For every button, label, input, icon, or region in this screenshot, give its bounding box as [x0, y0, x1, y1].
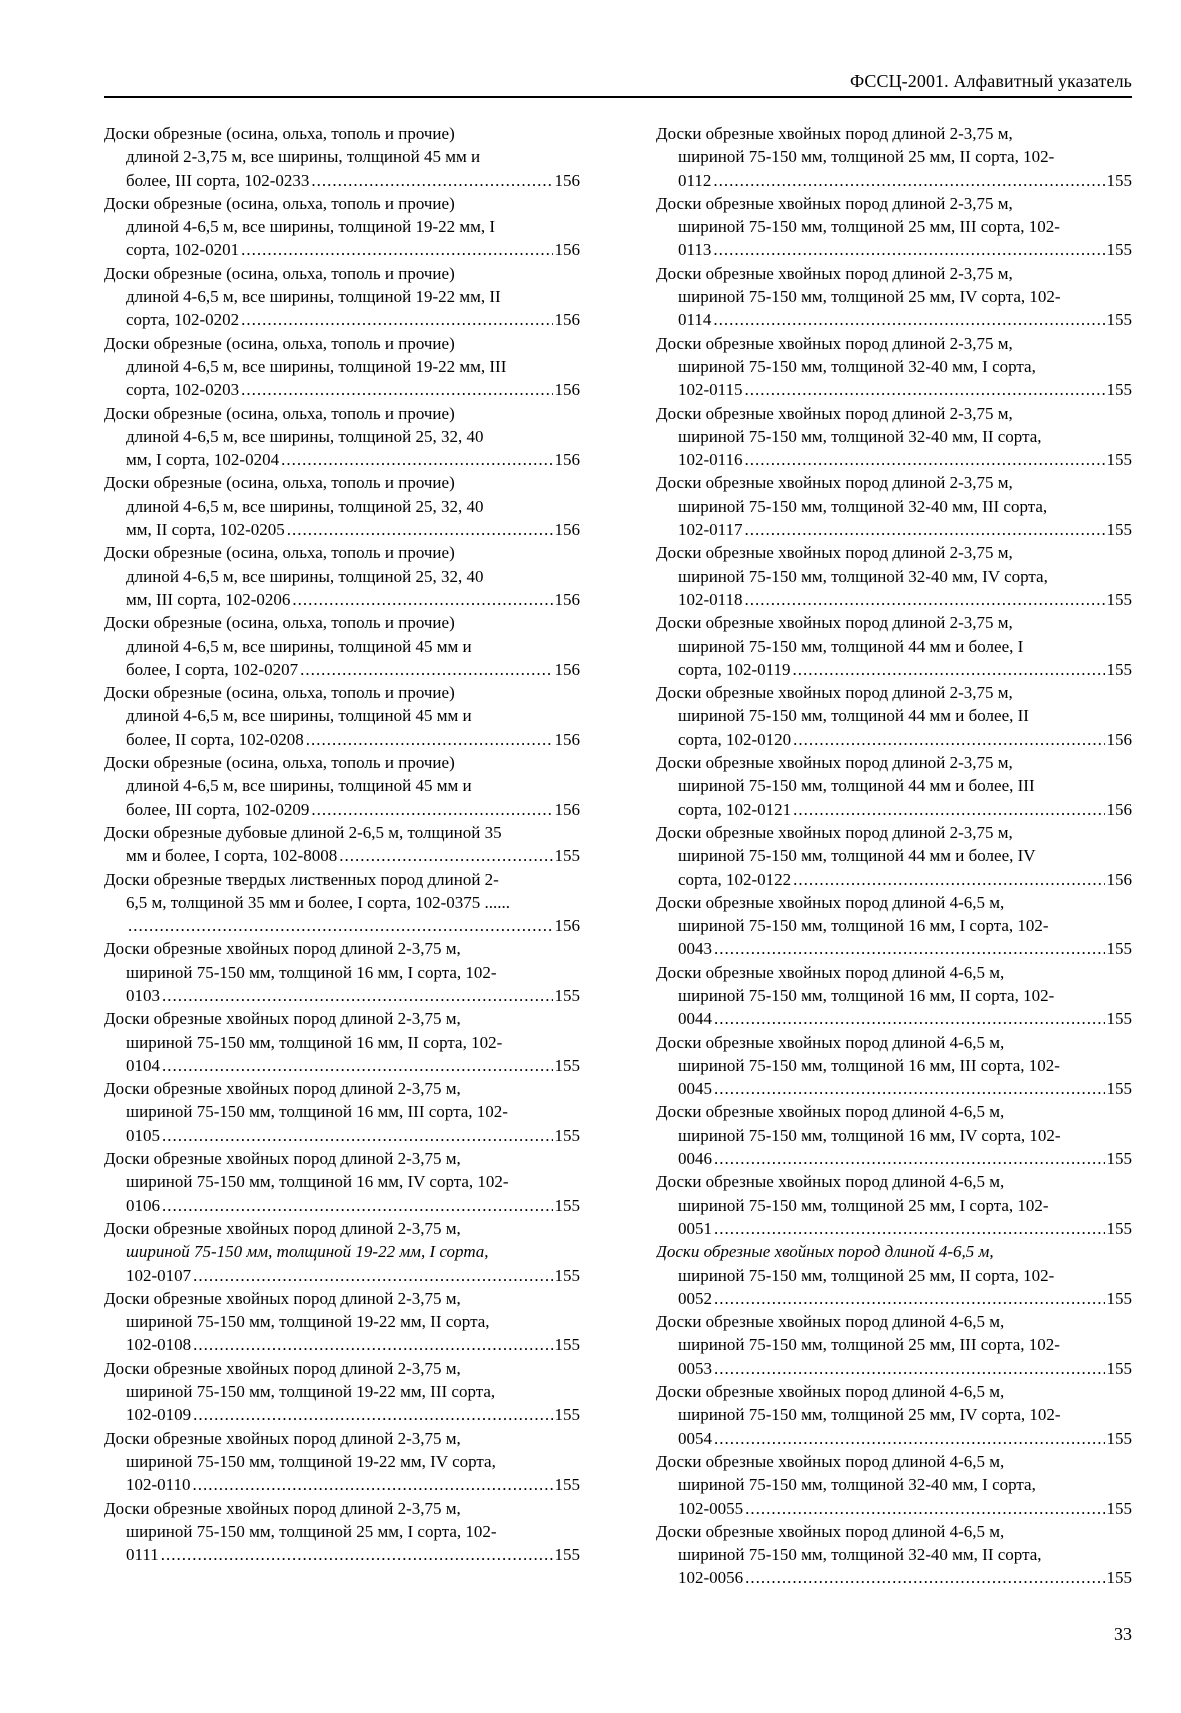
entry-text-line: шириной 75-150 мм, толщиной 25 мм, IV сорта, 102-	[678, 287, 1061, 307]
index-entry	[656, 541, 1132, 611]
entry-final-line	[656, 1077, 1132, 1100]
entry-text-line: шириной 75-150 мм, толщиной 44 мм и более, III	[678, 776, 1035, 796]
index-entry	[656, 1520, 1132, 1590]
entry-text-line: Доски обрезные (осина, ольха, тополь и прочие)	[104, 263, 455, 283]
index-entry	[656, 1450, 1132, 1520]
entry-text-line: шириной 75-150 мм, толщиной 25 мм, III сорта, 102-	[678, 1335, 1060, 1355]
entry-text-line: длиной 2-3,75 м, все ширины, толщиной 45 мм и	[126, 147, 481, 167]
dot-leader	[745, 518, 1105, 541]
entry-code: 0112	[678, 170, 712, 190]
dot-leader	[287, 518, 553, 541]
index-entry	[656, 192, 1132, 262]
entry-page-ref: 155	[1106, 520, 1132, 540]
entry-final-line	[104, 844, 580, 867]
entry-page-ref: 156	[1106, 799, 1132, 819]
entry-code: 102-0110	[126, 1475, 191, 1495]
entry-text-line: Доски обрезные (осина, ольха, тополь и прочие)	[104, 753, 455, 773]
entry-final-line	[656, 1427, 1132, 1450]
entry-code: 0045	[678, 1079, 712, 1099]
entry-page-ref: 155	[554, 1195, 580, 1215]
entry-code: 0103	[126, 985, 160, 1005]
entry-text-line: шириной 75-150 мм, толщиной 32-40 мм, IV сорта,	[678, 566, 1048, 586]
entry-code: мм, I сорта, 102-0204	[126, 450, 280, 470]
entry-text-line: Доски обрезные хвойных пород длиной 4-6,5 м,	[656, 892, 1005, 912]
entry-text-line: шириной 75-150 мм, толщиной 16 мм, II сорта, 102-	[126, 1032, 503, 1052]
dot-leader	[241, 238, 552, 261]
dot-leader	[745, 588, 1105, 611]
entry-text-line: шириной 75-150 мм, толщиной 16 мм, IV сорта, 102-	[678, 1125, 1061, 1145]
dot-leader	[714, 1147, 1105, 1170]
entry-page-ref: 156	[554, 799, 580, 819]
entry-final-line	[656, 308, 1132, 331]
entry-page-ref: 155	[1106, 1498, 1132, 1518]
entry-text-line: шириной 75-150 мм, толщиной 16 мм, II сорта, 102-	[678, 985, 1055, 1005]
entry-final-line	[656, 1217, 1132, 1240]
entry-text-line: Доски обрезные хвойных пород длиной 2-3,75 м,	[104, 1288, 461, 1308]
entry-page-ref: 155	[1106, 1358, 1132, 1378]
entry-page-ref: 155	[1106, 240, 1132, 260]
index-entry	[656, 891, 1132, 961]
page-number: 33	[1114, 1624, 1132, 1644]
entry-page-ref: 156	[554, 589, 580, 609]
entry-text-line: Доски обрезные хвойных пород длиной 2-3,75 м,	[656, 613, 1013, 633]
entry-text-line: Доски обрезные хвойных пород длиной 2-3,75 м,	[656, 473, 1013, 493]
entry-text-line: Доски обрезные хвойных пород длиной 4-6,5 м,	[656, 1172, 1005, 1192]
entry-text-line: Доски обрезные хвойных пород длиной 2-3,75 м,	[104, 1218, 461, 1238]
entry-code: более, I сорта, 102-0207	[126, 659, 299, 679]
header-title: ФССЦ-2001. Алфавитный указатель	[850, 71, 1132, 91]
entry-text-line: шириной 75-150 мм, толщиной 25 мм, II сорта, 102-	[678, 147, 1055, 167]
index-entry	[104, 821, 580, 868]
dot-leader	[714, 1077, 1105, 1100]
entry-text-line: Доски обрезные хвойных пород длиной 2-3,75 м,	[656, 683, 1013, 703]
entry-text-line: шириной 75-150 мм, толщиной 19-22 мм, IV сорта,	[126, 1451, 496, 1471]
entry-page-ref: 155	[1106, 659, 1132, 679]
dot-leader	[311, 169, 552, 192]
entry-code: мм, III сорта, 102-0206	[126, 589, 291, 609]
entry-final-line	[656, 169, 1132, 192]
entry-text-line: длиной 4-6,5 м, все ширины, толщиной 25, 32, 40	[126, 496, 484, 516]
entry-final-line	[656, 728, 1132, 751]
index-entry	[104, 122, 580, 192]
index-entry	[104, 262, 580, 332]
entry-page-ref: 155	[554, 1335, 580, 1355]
entry-code: 0053	[678, 1358, 712, 1378]
index-entry	[656, 821, 1132, 891]
entry-text-line: длиной 4-6,5 м, все ширины, толщиной 25, 32, 40	[126, 426, 484, 446]
entry-text-line: Доски обрезные (осина, ольха, тополь и прочие)	[104, 124, 455, 143]
entry-page-ref: 155	[554, 846, 580, 866]
entry-page-ref: 156	[1106, 729, 1132, 749]
entry-text-line: длиной 4-6,5 м, все ширины, толщиной 19-22 мм, I	[126, 217, 496, 237]
entry-text-line: шириной 75-150 мм, толщиной 16 мм, IV сорта, 102-	[126, 1172, 509, 1192]
entry-final-line	[104, 1264, 580, 1287]
entry-page-ref: 156	[554, 659, 580, 679]
entry-final-line	[104, 1333, 580, 1356]
entry-final-line	[104, 1194, 580, 1217]
index-entry	[656, 122, 1132, 192]
entry-final-line	[104, 1054, 580, 1077]
entry-text-line: шириной 75-150 мм, толщиной 32-40 мм, I сорта,	[678, 1475, 1036, 1495]
index-entry	[104, 937, 580, 1007]
dot-leader	[713, 308, 1104, 331]
dot-leader	[793, 728, 1104, 751]
entry-page-ref: 155	[554, 1545, 580, 1565]
dot-leader	[162, 1194, 553, 1217]
index-entry	[104, 1497, 580, 1567]
entry-text-line: шириной 75-150 мм, толщиной 25 мм, I сорта, 102-	[126, 1521, 497, 1541]
index-entry	[104, 1287, 580, 1357]
entry-code: 102-0107	[126, 1265, 192, 1285]
entry-final-line	[656, 1287, 1132, 1310]
entry-page-ref: 155	[554, 985, 580, 1005]
entry-code: мм, II сорта, 102-0205	[126, 520, 285, 540]
entry-text-line: шириной 75-150 мм, толщиной 25 мм, I сорта, 102-	[678, 1195, 1049, 1215]
entry-page-ref: 156	[554, 520, 580, 540]
dot-leader	[128, 914, 553, 937]
entry-page-ref: 156	[554, 240, 580, 260]
entry-text-line: Доски обрезные хвойных пород длиной 2-3,75 м,	[104, 1498, 461, 1518]
index-entry	[656, 751, 1132, 821]
entry-final-line	[656, 518, 1132, 541]
entry-final-line	[104, 1473, 580, 1496]
entry-final-line	[656, 1007, 1132, 1030]
entry-text-line: шириной 75-150 мм, толщиной 19-22 мм, II сорта,	[126, 1312, 490, 1332]
entry-page-ref: 155	[554, 1475, 580, 1495]
index-entry	[104, 471, 580, 541]
entry-final-line	[104, 308, 580, 331]
entry-page-ref: 155	[1106, 1149, 1132, 1169]
entry-text-line: Доски обрезные хвойных пород длиной 2-3,75 м,	[656, 403, 1013, 423]
index-entry	[104, 1357, 580, 1427]
entry-final-line	[656, 1497, 1132, 1520]
entry-text-line: шириной 75-150 мм, толщиной 32-40 мм, II сорта,	[678, 426, 1042, 446]
dot-leader	[162, 1124, 553, 1147]
dot-leader	[161, 1543, 553, 1566]
entry-text-line: Доски обрезные (осина, ольха, тополь и прочие)	[104, 333, 455, 353]
entry-text-line: Доски обрезные (осина, ольха, тополь и прочие)	[104, 613, 455, 633]
index-entry	[104, 1007, 580, 1077]
entry-text-line: шириной 75-150 мм, толщиной 16 мм, III сорта, 102-	[678, 1055, 1060, 1075]
entry-code: сорта, 102-0203	[126, 380, 240, 400]
entry-final-line	[104, 1124, 580, 1147]
entry-text-line: шириной 75-150 мм, толщиной 16 мм, I сорта, 102-	[126, 962, 497, 982]
entry-final-line	[656, 378, 1132, 401]
dot-leader	[793, 658, 1105, 681]
entry-text-line: 6,5 м, толщиной 35 мм и более, I сорта, 102-0375 ......	[126, 892, 511, 912]
entry-text-line: Доски обрезные (осина, ольха, тополь и прочие)	[104, 193, 455, 213]
entry-text-line: шириной 75-150 мм, толщиной 32-40 мм, III сорта,	[678, 496, 1048, 516]
entry-code: сорта, 102-0121	[678, 799, 792, 819]
entry-code: более, III сорта, 102-0233	[126, 170, 310, 190]
entry-text-line: Доски обрезные хвойных пород длиной 2-3,75 м,	[104, 1009, 461, 1029]
entry-code: 102-0118	[678, 589, 743, 609]
index-entry	[656, 961, 1132, 1031]
dot-leader	[714, 1357, 1105, 1380]
entry-code: 102-0055	[678, 1498, 744, 1518]
entry-text-line: шириной 75-150 мм, толщиной 44 мм и более, I	[678, 636, 1024, 656]
index-entry	[656, 262, 1132, 332]
dot-leader	[241, 308, 552, 331]
entry-code: 0104	[126, 1055, 160, 1075]
entry-text-line: Доски обрезные твердых лиственных пород длиной 2-	[104, 869, 499, 889]
dot-leader	[745, 1497, 1104, 1520]
entry-text-line: Доски обрезные хвойных пород длиной 2-3,75 м,	[656, 193, 1013, 213]
entry-code: сорта, 102-0202	[126, 310, 240, 330]
index-entry	[104, 1217, 580, 1287]
dot-leader	[306, 728, 553, 751]
dot-leader	[193, 1264, 552, 1287]
dot-leader	[162, 984, 553, 1007]
entry-final-line	[656, 448, 1132, 471]
dot-leader	[339, 844, 552, 867]
dot-leader	[193, 1473, 553, 1496]
entry-code: 0052	[678, 1288, 712, 1308]
dot-leader	[162, 1054, 553, 1077]
dot-leader	[714, 1217, 1105, 1240]
entry-code: 102-0109	[126, 1405, 192, 1425]
entry-code: 0054	[678, 1428, 712, 1448]
entry-code: более, III сорта, 102-0209	[126, 799, 310, 819]
index-entry	[656, 1240, 1132, 1310]
entry-text-line: Доски обрезные хвойных пород длиной 4-6,5 м,	[656, 962, 1005, 982]
entry-text-line: шириной 75-150 мм, толщиной 25 мм, II сорта, 102-	[678, 1265, 1055, 1285]
entry-page-ref: 155	[1106, 1079, 1132, 1099]
index-entry	[104, 192, 580, 262]
entry-text-line: Доски обрезные хвойных пород длиной 2-3,75 м,	[656, 822, 1013, 842]
entry-page-ref: 155	[1106, 1009, 1132, 1029]
entry-code: более, II сорта, 102-0208	[126, 729, 304, 749]
entry-text-line: длиной 4-6,5 м, все ширины, толщиной 45 мм и	[126, 706, 472, 726]
entry-code: 102-0117	[678, 520, 743, 540]
entry-text-line: Доски обрезные хвойных пород длиной 4-6,5 м,	[656, 1451, 1005, 1471]
entry-code: мм и более, I сорта, 102-8008	[126, 846, 338, 866]
dot-leader	[193, 1333, 552, 1356]
entry-text-line: длиной 4-6,5 м, все ширины, толщиной 19-22 мм, II	[126, 287, 501, 307]
entry-page-ref: 155	[1106, 310, 1132, 330]
entry-code: 0114	[678, 310, 712, 330]
entry-text-line: Доски обрезные хвойных пород длиной 2-3,75 м,	[104, 1358, 461, 1378]
entry-text-line: шириной 75-150 мм, толщиной 32-40 мм, I сорта,	[678, 356, 1036, 376]
dot-leader	[793, 798, 1104, 821]
entry-text-line: длиной 4-6,5 м, все ширины, толщиной 19-22 мм, III	[126, 356, 507, 376]
entry-text-line: Доски обрезные (осина, ольха, тополь и прочие)	[104, 473, 455, 493]
entry-text-line: Доски обрезные хвойных пород длиной 4-6,5 м,	[656, 1102, 1005, 1122]
entry-text-line: Доски обрезные хвойных пород длиной 2-3,75 м,	[656, 124, 1013, 143]
index-entry	[656, 1031, 1132, 1101]
entry-text-line: Доски обрезные хвойных пород длиной 4-6,5 м,	[656, 1521, 1005, 1541]
entry-text-line: Доски обрезные хвойных пород длиной 2-3,75 м,	[104, 1428, 461, 1448]
entry-text-line: Доски обрезные (осина, ольха, тополь и прочие)	[104, 403, 455, 423]
entry-final-line	[104, 588, 580, 611]
entry-code: 102-0056	[678, 1568, 744, 1588]
entry-page-ref: 155	[554, 1125, 580, 1145]
entry-text-line: длиной 4-6,5 м, все ширины, толщиной 45 мм и	[126, 636, 472, 656]
entry-text-line: длиной 4-6,5 м, все ширины, толщиной 25, 32, 40	[126, 566, 484, 586]
entry-text-line: шириной 75-150 мм, толщиной 19-22 мм, III сорта,	[126, 1382, 496, 1402]
entry-text-line: Доски обрезные (осина, ольха, тополь и прочие)	[104, 543, 455, 563]
entry-code: 0051	[678, 1218, 712, 1238]
entry-text-line: шириной 75-150 мм, толщиной 16 мм, III сорта, 102-	[126, 1102, 508, 1122]
dot-leader	[745, 378, 1105, 401]
entry-text-line: шириной 75-150 мм, толщиной 32-40 мм, II сорта,	[678, 1545, 1042, 1565]
entry-code: 0046	[678, 1149, 712, 1169]
entry-code: 102-0115	[678, 380, 743, 400]
entry-page-ref: 156	[1106, 869, 1132, 889]
entry-final-line	[104, 1543, 580, 1566]
entry-final-line	[104, 448, 580, 471]
dot-leader	[311, 798, 552, 821]
entry-text-line: шириной 75-150 мм, толщиной 16 мм, I сорта, 102-	[678, 916, 1049, 936]
index-entry	[656, 681, 1132, 751]
entry-page-ref: 156	[554, 729, 580, 749]
index-entry	[656, 1310, 1132, 1380]
dot-leader	[300, 658, 552, 681]
dot-leader	[713, 169, 1104, 192]
entry-page-ref: 155	[1106, 589, 1132, 609]
index-entry	[104, 681, 580, 751]
entry-page-ref: 156	[554, 916, 580, 936]
entry-page-ref: 156	[554, 380, 580, 400]
index-entry	[104, 1077, 580, 1147]
entry-page-ref: 155	[1106, 170, 1132, 190]
entry-text-line: Доски обрезные дубовые длиной 2-6,5 м, толщиной 35	[104, 822, 502, 842]
dot-leader	[713, 238, 1104, 261]
entry-final-line	[656, 868, 1132, 891]
entry-final-line	[656, 937, 1132, 960]
entry-text-line: Доски обрезные хвойных пород длиной 2-3,75 м,	[656, 543, 1013, 563]
entry-text-line: Доски обрезные хвойных пород длиной 2-3,75 м,	[104, 939, 461, 959]
dot-leader	[714, 1427, 1105, 1450]
entry-page-ref: 156	[554, 310, 580, 330]
dot-leader	[241, 378, 552, 401]
entry-final-line	[104, 798, 580, 821]
entry-final-line	[104, 1403, 580, 1426]
entry-code: 102-0108	[126, 1335, 192, 1355]
index-entry	[656, 1170, 1132, 1240]
entry-final-line	[104, 238, 580, 261]
index-entry	[104, 402, 580, 472]
entry-final-line	[656, 1357, 1132, 1380]
entry-code: сорта, 102-0122	[678, 869, 792, 889]
dot-leader	[281, 448, 552, 471]
index-entry	[104, 541, 580, 611]
entry-final-line	[656, 588, 1132, 611]
entry-code: 0111	[126, 1545, 159, 1565]
entry-final-line	[104, 378, 580, 401]
dot-leader	[292, 588, 552, 611]
entry-code: 0106	[126, 1195, 160, 1215]
entry-code: 0044	[678, 1009, 712, 1029]
index-entry	[656, 1380, 1132, 1450]
entry-code: 0105	[126, 1125, 160, 1145]
entry-page-ref: 155	[1106, 1288, 1132, 1308]
entry-text-line: Доски обрезные хвойных пород длиной 4-6,5 м,	[656, 1312, 1005, 1332]
entry-page-ref: 155	[554, 1405, 580, 1425]
index-entry	[656, 471, 1132, 541]
entry-text-line: шириной 75-150 мм, толщиной 44 мм и более, IV	[678, 846, 1036, 866]
index-entry	[104, 1147, 580, 1217]
index-entry	[104, 751, 580, 821]
index-entry	[656, 611, 1132, 681]
entry-page-ref: 155	[554, 1265, 580, 1285]
entry-final-line	[656, 1566, 1132, 1589]
entry-code: сорта, 102-0201	[126, 240, 240, 260]
entry-code: 0113	[678, 240, 712, 260]
index-entry	[104, 1427, 580, 1497]
dot-leader	[193, 1403, 552, 1426]
entry-code: сорта, 102-0119	[678, 659, 791, 679]
entry-page-ref: 156	[554, 170, 580, 190]
entry-final-line	[104, 914, 580, 937]
index-column-right	[656, 122, 1132, 1590]
index-entry	[104, 332, 580, 402]
dot-leader	[793, 868, 1104, 891]
index-column-left	[104, 122, 580, 1566]
entry-code: сорта, 102-0120	[678, 729, 792, 749]
entry-text-line: длиной 4-6,5 м, все ширины, толщиной 45 мм и	[126, 776, 472, 796]
entry-page-ref: 156	[554, 450, 580, 470]
dot-leader	[745, 1566, 1104, 1589]
page-header	[104, 66, 1132, 98]
entry-text-line: шириной 75-150 мм, толщиной 25 мм, IV сорта, 102-	[678, 1405, 1061, 1425]
entry-text-line: Доски обрезные хвойных пород длиной 4-6,5 м,	[656, 1382, 1005, 1402]
entry-text-line: шириной 75-150 мм, толщиной 25 мм, III сорта, 102-	[678, 217, 1060, 237]
entry-final-line	[104, 984, 580, 1007]
entry-final-line	[656, 238, 1132, 261]
entry-final-line	[104, 518, 580, 541]
entry-text-line: Доски обрезные хвойных пород длиной 4-6,5 м,	[656, 1242, 994, 1262]
entry-final-line	[104, 169, 580, 192]
entry-final-line	[656, 798, 1132, 821]
entry-page-ref: 155	[1106, 1428, 1132, 1448]
entry-page-ref: 155	[1106, 450, 1132, 470]
entry-text-line: Доски обрезные хвойных пород длиной 2-3,75 м,	[104, 1149, 461, 1169]
dot-leader	[714, 1287, 1105, 1310]
dot-leader	[714, 1007, 1105, 1030]
entry-text-line: Доски обрезные (осина, ольха, тополь и прочие)	[104, 683, 455, 703]
entry-page-ref: 155	[1106, 1568, 1132, 1588]
index-entry	[656, 402, 1132, 472]
entry-text-line: Доски обрезные хвойных пород длиной 2-3,75 м,	[104, 1079, 461, 1099]
entry-text-line: Доски обрезные хвойных пород длиной 2-3,75 м,	[656, 263, 1013, 283]
index-entry	[104, 611, 580, 681]
entry-text-line: Доски обрезные хвойных пород длиной 2-3,75 м,	[656, 753, 1013, 773]
dot-leader	[714, 937, 1105, 960]
entry-page-ref: 155	[1106, 1218, 1132, 1238]
entry-page-ref: 155	[1106, 939, 1132, 959]
entry-text-line: Доски обрезные хвойных пород длиной 4-6,5 м,	[656, 1032, 1005, 1052]
dot-leader	[745, 448, 1105, 471]
entry-page-ref: 155	[1106, 380, 1132, 400]
index-entry	[104, 868, 580, 938]
index-entry	[656, 332, 1132, 402]
entry-final-line	[656, 1147, 1132, 1170]
entry-final-line	[104, 658, 580, 681]
entry-code: 0043	[678, 939, 712, 959]
entry-text-line: шириной 75-150 мм, толщиной 19-22 мм, I сорта,	[126, 1242, 489, 1262]
entry-text-line: шириной 75-150 мм, толщиной 44 мм и более, II	[678, 706, 1029, 726]
entry-code: 102-0116	[678, 450, 743, 470]
entry-final-line	[656, 658, 1132, 681]
index-entry	[656, 1100, 1132, 1170]
entry-text-line: Доски обрезные хвойных пород длиной 2-3,75 м,	[656, 333, 1013, 353]
entry-page-ref: 155	[554, 1055, 580, 1075]
entry-final-line	[104, 728, 580, 751]
